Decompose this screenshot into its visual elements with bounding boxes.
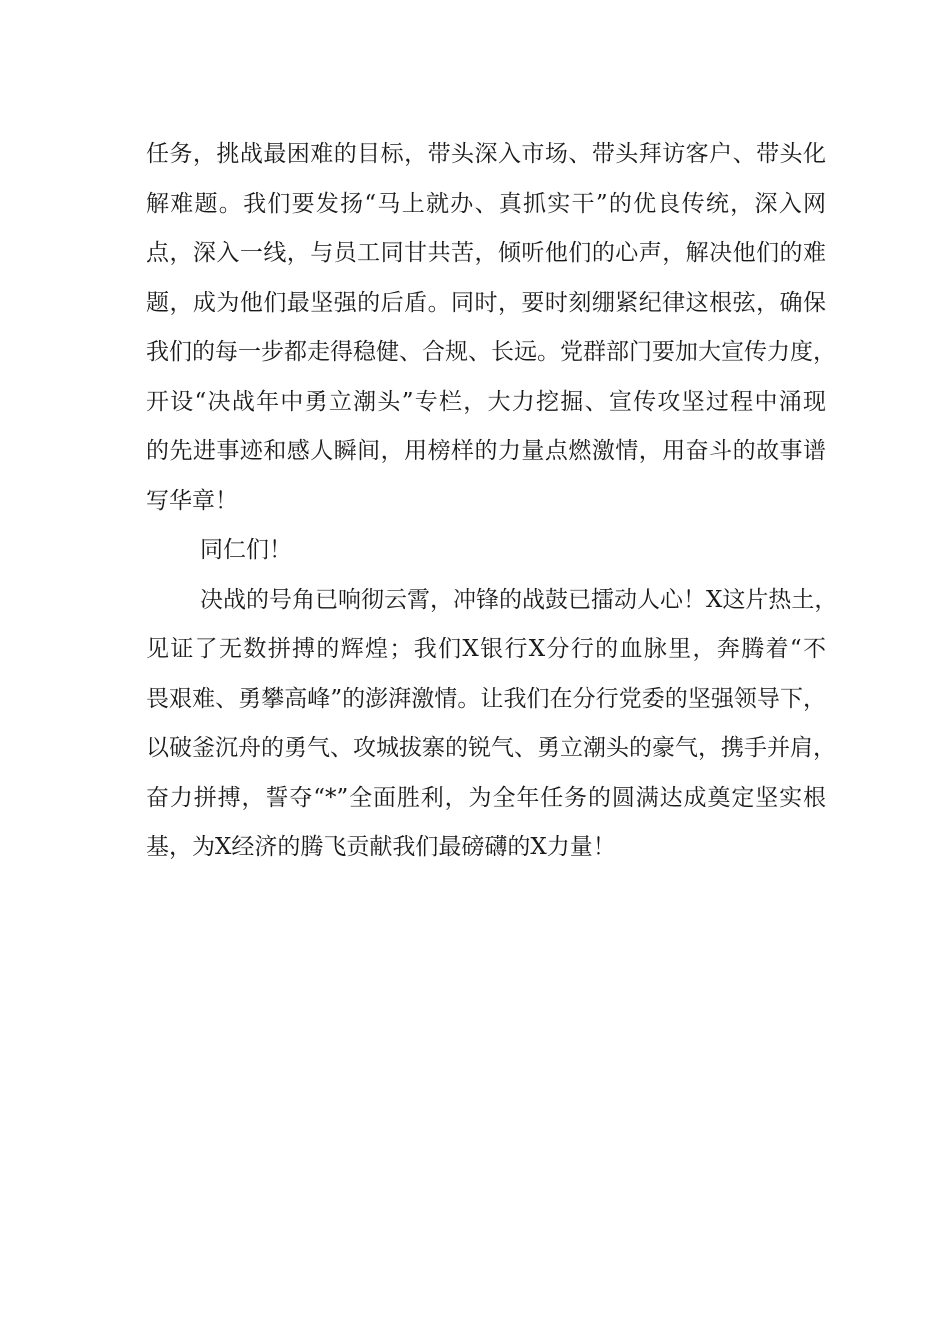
text-line: 奋力拼搏，誓夺“*”全面胜利，为全年任务的圆满达成奠定坚实根 [146, 784, 826, 811]
text-line: 解难题。我们要发扬“马上就办、真抓实干”的优良传统，深入网 [146, 190, 826, 217]
text-line: 任务，挑战最困难的目标，带头深入市场、带头拜访客户、带头化 [146, 141, 826, 167]
text-line: 以破釜沉舟的勇气、攻城拔寨的锐气、勇立潮头的豪气，携手并肩， [146, 735, 836, 761]
paragraph-2 [146, 576, 838, 873]
text-line: 的先进事迹和感人瞬间，用榜样的力量点燃激情，用奋斗的故事谱 [146, 438, 826, 464]
text-line: 基，为X经济的腾飞贡献我们最磅礴的X力量！ [146, 834, 616, 860]
text-line: 畏艰难、勇攀高峰”的澎湃激情。让我们在分行党委的坚强领导下， [146, 685, 826, 712]
text-line: 见证了无数拼搏的辉煌；我们X银行X分行的血脉里，奔腾着“不 [146, 636, 826, 662]
text-line: 我们的每一步都走得稳健、合规、长远。党群部门要加大宣传力度， [146, 339, 836, 365]
salutation: 同仁们！ [200, 537, 292, 563]
text-line: 决战的号角已响彻云霄，冲锋的战鼓已擂动人心！X这片热土， [200, 586, 838, 613]
document-body [146, 130, 838, 873]
paragraph-1 [146, 130, 836, 526]
text-line: 开设“决战年中勇立潮头”专栏，大力挖掘、宣传攻坚过程中涌现 [146, 388, 826, 415]
text-line: 点，深入一线，与员工同甘共苦，倾听他们的心声，解决他们的难 [146, 240, 826, 266]
salutation-paragraph [146, 526, 826, 576]
text-line: 题，成为他们最坚强的后盾。同时，要时刻绷紧纪律这根弦，确保 [146, 289, 826, 316]
text-line: 写华章！ [146, 487, 238, 514]
